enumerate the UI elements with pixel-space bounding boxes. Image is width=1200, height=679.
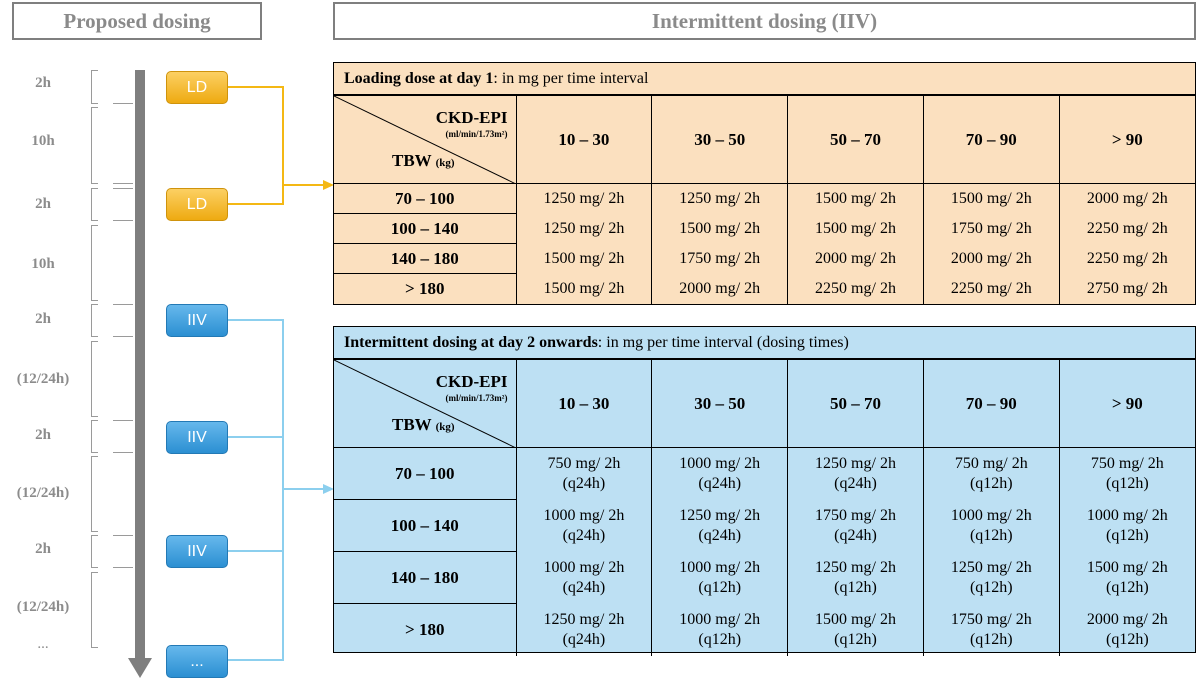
table-cell xyxy=(652,500,788,552)
table-row xyxy=(334,448,1195,500)
column-header: 30 – 50 xyxy=(652,360,788,448)
column-header: 70 – 90 xyxy=(923,360,1059,448)
iiv-dose-marker: IIV xyxy=(166,304,228,337)
table-cell: 1250 mg/ 2h xyxy=(516,184,652,214)
dose-text: 1000 mg/ 2h xyxy=(679,610,761,628)
table-cell xyxy=(923,448,1059,500)
dose-text: 1500 mg/ 2h xyxy=(815,610,896,628)
dose-text: 750 mg/ 2h xyxy=(547,454,621,472)
table-cell: 2750 mg/ 2h xyxy=(1059,274,1195,305)
table-cell xyxy=(516,448,652,500)
row-header: 70 – 100 xyxy=(334,448,516,500)
dose-text: 1250 mg/ 2h xyxy=(679,506,761,524)
intermittent-dose-title-bold: Intermittent dosing at day 2 onwards xyxy=(344,333,598,351)
intermittent-dose-table xyxy=(334,359,1195,656)
frequency-text: (q12h) xyxy=(698,630,742,648)
table-cell xyxy=(923,500,1059,552)
iiv-dose-marker: ... xyxy=(166,645,228,678)
column-header: 30 – 50 xyxy=(652,96,788,184)
intermittent-dose-title-rest: : in mg per time interval (dosing times) xyxy=(597,333,849,351)
frequency-text: (q12h) xyxy=(834,578,877,596)
table-cell: 1750 mg/ 2h xyxy=(652,244,788,274)
table-cell: 1250 mg/ 2h xyxy=(652,184,788,214)
interval-label: (12/24h) xyxy=(16,599,70,615)
loading-dose-table-panel xyxy=(333,62,1196,305)
row-header: > 180 xyxy=(334,274,516,305)
interval-label: 2h xyxy=(35,311,51,327)
frequency-text: (q12h) xyxy=(1106,526,1149,544)
column-header: > 90 xyxy=(1059,360,1195,448)
table-cell xyxy=(516,552,652,604)
interval-label: 2h xyxy=(35,427,51,443)
table-cell xyxy=(1059,448,1195,500)
row-header: > 180 xyxy=(334,604,516,656)
dose-text: 750 mg/ 2h xyxy=(1090,454,1164,472)
tbw-text: TBW xyxy=(392,151,432,170)
dose-text: 1000 mg/ 2h xyxy=(679,454,761,472)
table-cell: 2000 mg/ 2h xyxy=(1059,184,1195,214)
row-header: 140 – 180 xyxy=(334,244,516,274)
table-cell: 1750 mg/ 2h xyxy=(923,214,1059,244)
table-cell: 2250 mg/ 2h xyxy=(1059,214,1195,244)
table-cell xyxy=(652,552,788,604)
loading-dose-title-rest: : in mg per time interval xyxy=(493,69,649,87)
table-cell: 2250 mg/ 2h xyxy=(788,274,924,305)
ckd-epi-text: CKD-EPI xyxy=(435,372,508,391)
frequency-text: (q24h) xyxy=(562,630,606,648)
column-header: 10 – 30 xyxy=(516,96,652,184)
intermittent-dosing-header: Intermittent dosing (IIV) xyxy=(333,2,1196,40)
table-row xyxy=(334,214,1195,244)
table-cell xyxy=(788,604,924,656)
intermittent-dose-title xyxy=(334,327,1195,359)
dose-text: 1000 mg/ 2h xyxy=(1086,506,1168,524)
ckd-epi-label xyxy=(436,108,508,140)
table-cell: 1500 mg/ 2h xyxy=(788,214,924,244)
tbw-unit: (kg) xyxy=(435,421,455,433)
loading-dose-marker: LD xyxy=(166,71,228,104)
tbw-label xyxy=(392,151,455,173)
interval-label: 2h xyxy=(35,75,51,91)
table-cell xyxy=(923,552,1059,604)
row-header: 100 – 140 xyxy=(334,214,516,244)
column-header: 50 – 70 xyxy=(788,96,924,184)
frequency-text: (q24h) xyxy=(698,474,742,492)
dose-text: 1000 mg/ 2h xyxy=(543,558,625,576)
table-cell: 1250 mg/ 2h xyxy=(516,214,652,244)
frequency-text: (q24h) xyxy=(562,578,606,596)
table-row xyxy=(334,604,1195,656)
table-cell: 1500 mg/ 2h xyxy=(516,244,652,274)
iiv-dose-marker: IIV xyxy=(166,421,228,454)
table-cell xyxy=(652,604,788,656)
dose-text: 1000 mg/ 2h xyxy=(679,558,761,576)
ckd-epi-unit: (ml/min/1.73m²) xyxy=(445,393,508,403)
interval-label: ... xyxy=(37,636,49,652)
dose-text: 2000 mg/ 2h xyxy=(1086,610,1168,628)
table-row xyxy=(334,184,1195,214)
tbw-unit: (kg) xyxy=(435,157,455,169)
frequency-text: (q24h) xyxy=(562,526,606,544)
interval-label: 10h xyxy=(31,133,55,149)
row-header: 100 – 140 xyxy=(334,500,516,552)
frequency-text: (q24h) xyxy=(562,474,606,492)
frequency-text: (q12h) xyxy=(969,474,1013,492)
column-header: 50 – 70 xyxy=(788,360,924,448)
frequency-text: (q12h) xyxy=(1106,630,1149,648)
intermittent-dose-table-panel xyxy=(333,326,1196,653)
frequency-text: (q24h) xyxy=(834,526,877,544)
row-header: 70 – 100 xyxy=(334,184,516,214)
frequency-text: (q12h) xyxy=(698,578,742,596)
column-header: 70 – 90 xyxy=(923,96,1059,184)
dose-text: 1250 mg/ 2h xyxy=(815,454,896,472)
table-cell: 1500 mg/ 2h xyxy=(788,184,924,214)
dose-text: 1000 mg/ 2h xyxy=(950,506,1032,524)
ld-connector-line xyxy=(228,87,283,204)
frequency-text: (q12h) xyxy=(1106,578,1149,596)
table-row xyxy=(334,500,1195,552)
dose-text: 1500 mg/ 2h xyxy=(1086,558,1168,576)
dose-text: 1250 mg/ 2h xyxy=(815,558,896,576)
frequency-text: (q24h) xyxy=(834,474,877,492)
table-cell: 1500 mg/ 2h xyxy=(652,214,788,244)
ckd-epi-text: CKD-EPI xyxy=(435,108,508,127)
interval-label: 2h xyxy=(35,541,51,557)
loading-dose-marker: LD xyxy=(166,188,228,221)
interval-label: (12/24h) xyxy=(16,371,70,387)
table-cell xyxy=(788,500,924,552)
interval-label: (12/24h) xyxy=(16,485,70,501)
frequency-text: (q12h) xyxy=(1106,474,1149,492)
table-cell: 1500 mg/ 2h xyxy=(923,184,1059,214)
table-cell xyxy=(1059,552,1195,604)
table-row xyxy=(334,244,1195,274)
table-cell: 2250 mg/ 2h xyxy=(923,274,1059,305)
table-cell xyxy=(652,448,788,500)
table-cell xyxy=(516,604,652,656)
ckd-epi-unit: (ml/min/1.73m²) xyxy=(445,129,508,139)
tbw-label xyxy=(392,415,455,437)
interval-label: 2h xyxy=(35,196,51,212)
table-cell xyxy=(516,500,652,552)
loading-dose-title-bold: Loading dose at day 1 xyxy=(344,69,494,87)
table-corner-header xyxy=(334,96,516,184)
frequency-text: (q12h) xyxy=(969,578,1013,596)
column-header: 10 – 30 xyxy=(516,360,652,448)
table-cell: 2000 mg/ 2h xyxy=(788,244,924,274)
dose-text: 1000 mg/ 2h xyxy=(543,506,625,524)
table-cell: 2250 mg/ 2h xyxy=(1059,244,1195,274)
table-cell xyxy=(788,552,924,604)
table-cell xyxy=(1059,500,1195,552)
table-row xyxy=(334,274,1195,305)
frequency-text: (q24h) xyxy=(698,526,742,544)
loading-dose-table xyxy=(334,95,1195,305)
table-cell xyxy=(923,604,1059,656)
table-cell: 2000 mg/ 2h xyxy=(652,274,788,305)
iiv-connector-line xyxy=(228,320,283,660)
proposed-dosing-header: Proposed dosing xyxy=(12,2,262,40)
loading-dose-title xyxy=(334,63,1195,95)
frequency-text: (q12h) xyxy=(969,630,1013,648)
table-corner-header xyxy=(334,360,516,448)
dose-text: 1750 mg/ 2h xyxy=(950,610,1032,628)
column-header: > 90 xyxy=(1059,96,1195,184)
iiv-dose-marker: IIV xyxy=(166,535,228,568)
table-cell xyxy=(788,448,924,500)
table-cell: 2000 mg/ 2h xyxy=(923,244,1059,274)
tbw-text: TBW xyxy=(392,415,432,434)
row-header: 140 – 180 xyxy=(334,552,516,604)
dose-text: 750 mg/ 2h xyxy=(954,454,1028,472)
table-cell xyxy=(1059,604,1195,656)
dose-text: 1750 mg/ 2h xyxy=(815,506,896,524)
dose-text: 1250 mg/ 2h xyxy=(950,558,1032,576)
table-row xyxy=(334,552,1195,604)
ckd-epi-label xyxy=(436,372,508,404)
table-cell: 1500 mg/ 2h xyxy=(516,274,652,305)
frequency-text: (q12h) xyxy=(969,526,1013,544)
interval-label: 10h xyxy=(31,256,55,272)
frequency-text: (q12h) xyxy=(834,630,877,648)
dose-text: 1250 mg/ 2h xyxy=(543,610,625,628)
